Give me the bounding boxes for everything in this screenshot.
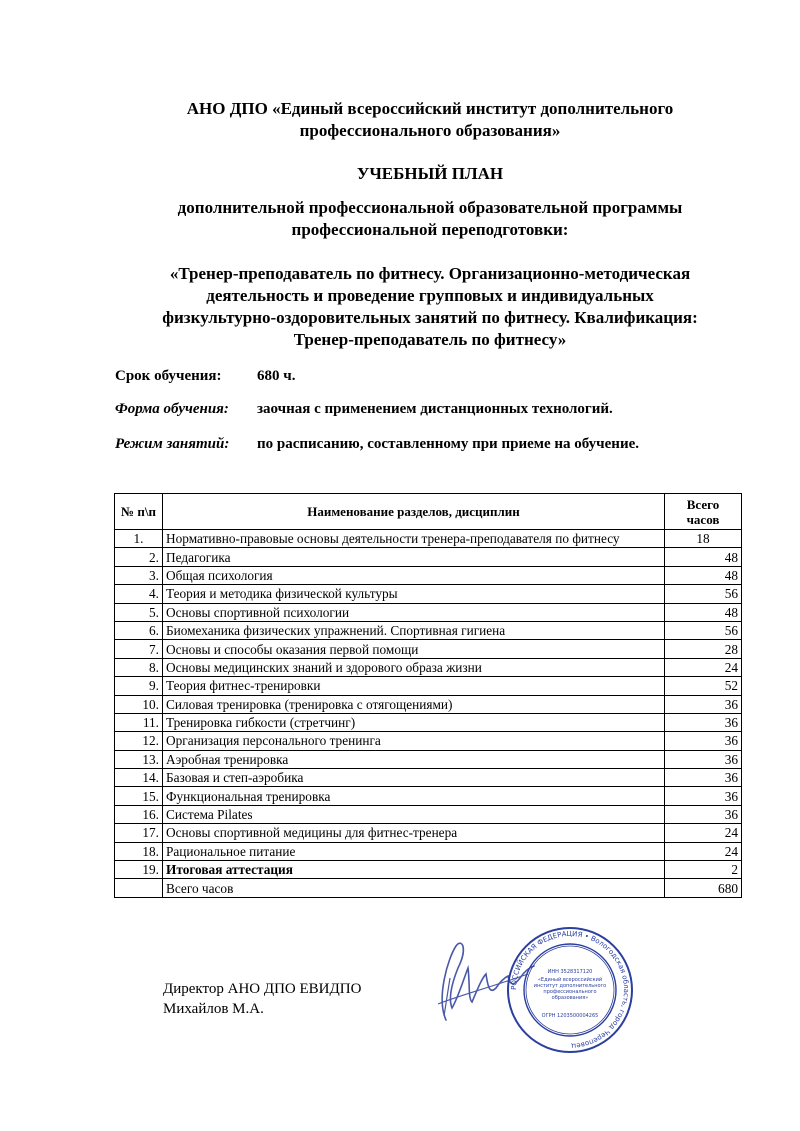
row-num: 19. [115, 861, 163, 879]
table-row [115, 677, 742, 695]
total-num-cell [115, 879, 163, 897]
row-name: Тренировка гибкости (стретчинг) [163, 713, 665, 731]
table-row [115, 861, 742, 879]
table-row [115, 787, 742, 805]
meta-mode-value: по расписанию, составленному при приеме на обучение. [257, 436, 639, 452]
director-title: Директор АНО ДПО ЕВИДПО [163, 981, 362, 997]
row-name: Теория и методика физической культуры [163, 585, 665, 603]
meta-duration [115, 366, 296, 386]
row-name: Общая психология [163, 566, 665, 584]
row-name: Итоговая аттестация [163, 861, 665, 879]
row-hours: 24 [665, 658, 742, 676]
meta-duration-value: 680 ч. [257, 368, 296, 384]
director-name: Михайлов М.А. [163, 1001, 264, 1017]
row-name: Теория фитнес-тренировки [163, 677, 665, 695]
row-name: Аэробная тренировка [163, 750, 665, 768]
row-num: 8. [115, 658, 163, 676]
table-row [115, 548, 742, 566]
total-label: Всего часов [163, 879, 665, 897]
row-hours: 52 [665, 677, 742, 695]
table-total-row [115, 879, 742, 897]
row-name: Основы и способы оказания первой помощи [163, 640, 665, 658]
program-type-line: профессиональной переподготовки: [291, 220, 569, 239]
row-hours: 36 [665, 750, 742, 768]
row-hours: 24 [665, 824, 742, 842]
table-row [115, 732, 742, 750]
program-name-line: физкультурно-оздоровительных занятий по фитнесу. Квалификация: [162, 308, 698, 327]
row-num: 9. [115, 677, 163, 695]
table-row [115, 621, 742, 639]
meta-form-label: Форма обучения: [115, 401, 229, 417]
program-name [100, 263, 760, 351]
table-row [115, 603, 742, 621]
row-num: 5. [115, 603, 163, 621]
row-num: 3. [115, 566, 163, 584]
row-num: 12. [115, 732, 163, 750]
header-hours-line: часов [686, 511, 720, 527]
table-row [115, 658, 742, 676]
meta-mode-label: Режим занятий: [115, 436, 230, 452]
table-row [115, 585, 742, 603]
organization-title-line: АНО ДПО «Единый всероссийский институт дополнительного [186, 99, 674, 118]
header-hours [665, 494, 742, 530]
row-num: 4. [115, 585, 163, 603]
row-num: 11. [115, 713, 163, 731]
row-name: Основы спортивной медицины для фитнес-тренера [163, 824, 665, 842]
row-name: Основы спортивной психологии [163, 603, 665, 621]
row-hours: 36 [665, 769, 742, 787]
stamp-image [505, 925, 635, 1055]
table-row [115, 530, 742, 548]
program-type-line: дополнительной профессиональной образовательной программы [177, 198, 683, 217]
row-name: Силовая тренировка (тренировка с отягощениями) [163, 695, 665, 713]
row-name: Рациональное питание [163, 842, 665, 860]
program-type [60, 197, 800, 241]
meta-mode [115, 434, 639, 454]
header-hours-line: Всего [686, 496, 720, 512]
table-row [115, 640, 742, 658]
row-hours: 56 [665, 621, 742, 639]
table-row [115, 695, 742, 713]
row-num: 15. [115, 787, 163, 805]
row-hours: 36 [665, 805, 742, 823]
total-hours: 680 [665, 879, 742, 897]
table-row [115, 566, 742, 584]
row-name: Основы медицинских знаний и здорового образа жизни [163, 658, 665, 676]
table-row [115, 769, 742, 787]
row-hours: 18 [665, 530, 742, 548]
table-row [115, 713, 742, 731]
stamp-ogrn: ОГРН 1203500004265 [541, 1013, 599, 1019]
row-hours: 24 [665, 842, 742, 860]
row-num: 7. [115, 640, 163, 658]
table-row [115, 824, 742, 842]
stamp-inner-text: «Единый всероссийский институт дополнительного профессионального образования» [533, 977, 607, 1001]
row-num: 18. [115, 842, 163, 860]
meta-duration-label: Срок обучения: [115, 368, 222, 384]
program-name-line: Тренер-преподаватель по фитнесу» [293, 330, 567, 349]
director-block [163, 979, 361, 1019]
row-hours: 48 [665, 566, 742, 584]
row-name: Функциональная тренировка [163, 787, 665, 805]
row-num: 1. [115, 530, 163, 548]
row-num: 10. [115, 695, 163, 713]
header-num: № п\п [115, 494, 163, 530]
curriculum-table [114, 493, 742, 898]
row-hours: 36 [665, 713, 742, 731]
program-name-line: деятельность и проведение групповых и индивидуальных [206, 286, 654, 305]
table-row [115, 842, 742, 860]
organization-title [60, 98, 800, 142]
row-hours: 36 [665, 787, 742, 805]
row-num: 14. [115, 769, 163, 787]
row-num: 17. [115, 824, 163, 842]
header-name: Наименование разделов, дисциплин [163, 494, 665, 530]
row-num: 16. [115, 805, 163, 823]
table-header-row [115, 494, 742, 530]
stamp-inn: ИНН 3528317120 [547, 969, 593, 975]
row-hours: 36 [665, 732, 742, 750]
stamp-outer-text: РОССИЙСКАЯ ФЕДЕРАЦИЯ • Вологодская область, город Череповец [509, 929, 631, 1051]
row-name: Педагогика [163, 548, 665, 566]
row-hours: 56 [665, 585, 742, 603]
row-name: Нормативно-правовые основы деятельности тренера-преподавателя по фитнесу [163, 530, 665, 548]
organization-title-line: профессионального образования» [299, 121, 561, 140]
table-row [115, 805, 742, 823]
row-hours: 48 [665, 603, 742, 621]
program-name-line: «Тренер-преподаватель по фитнесу. Организационно-методическая [169, 264, 691, 283]
meta-form [115, 399, 613, 419]
meta-form-value: заочная с применением дистанционных технологий. [257, 401, 613, 417]
row-name: Организация персонального тренинга [163, 732, 665, 750]
row-hours: 48 [665, 548, 742, 566]
row-num: 2. [115, 548, 163, 566]
row-hours: 2 [665, 861, 742, 879]
document-title: УЧЕБНЫЙ ПЛАН [356, 164, 504, 183]
row-hours: 28 [665, 640, 742, 658]
row-name: Базовая и степ-аэробика [163, 769, 665, 787]
row-name: Система Pilates [163, 805, 665, 823]
table-row [115, 750, 742, 768]
row-hours: 36 [665, 695, 742, 713]
row-name: Биомеханика физических упражнений. Спортивная гигиена [163, 621, 665, 639]
row-num: 13. [115, 750, 163, 768]
row-num: 6. [115, 621, 163, 639]
